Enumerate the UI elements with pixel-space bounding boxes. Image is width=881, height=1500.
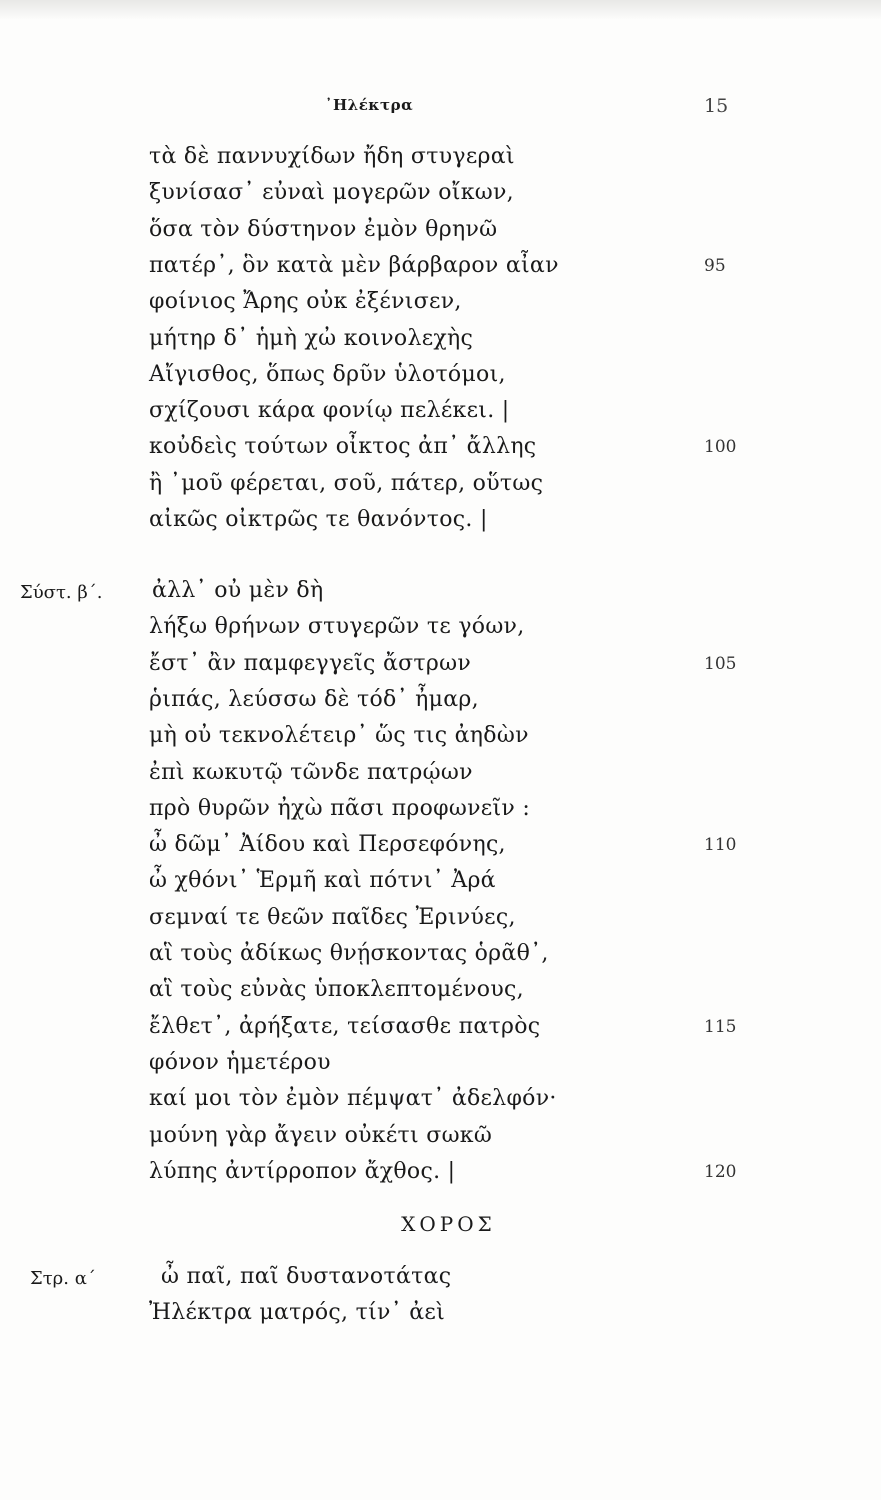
verse-line	[0, 142, 881, 178]
running-title: ᾿Ηλέκτρα	[325, 96, 414, 114]
verse-line-text: σχίζουσι κάρα φονίῳ πελέκει. |	[149, 398, 510, 424]
verse-line	[0, 721, 881, 757]
verse-line-text: ἐπὶ κωκυτῷ τῶνδε πατρῴων	[149, 759, 473, 785]
verse-line	[0, 903, 881, 939]
line-number: 115	[704, 1016, 737, 1037]
verse-line	[0, 1012, 881, 1048]
verse-line	[0, 1121, 881, 1157]
chorus-heading	[0, 1212, 881, 1236]
verse-line-text: ἢ ᾿μοῦ φέρεται, σοῦ, πάτερ, οὕτως	[149, 470, 544, 496]
verse-line-text: ὦ παῖ, παῖ δυστανοτάτας	[161, 1264, 452, 1289]
running-head	[0, 96, 881, 120]
verse-line-text: ἀλλ᾿ οὐ μὲν δὴ	[152, 578, 324, 603]
verse-line-text: λύπης ἀντίρροπον ἄχθος. |	[149, 1158, 456, 1184]
verse-line-text: λήξω θρήνων στυγερῶν τε γόων,	[149, 614, 525, 640]
verse-line	[0, 215, 881, 251]
verse-line-text: καί μοι τὸν ἐμὸν πέμψατ᾿ ἀδελφόν·	[149, 1086, 557, 1112]
verse-line-text: ὦ δῶμ᾿ Ἀίδου καὶ Περσεφόνης,	[149, 832, 506, 858]
verse-line	[0, 505, 881, 541]
verse-line-text: ἔστ᾿ ἂν παμφεγγεῖς ἄστρων	[149, 650, 472, 676]
verse-line-text: ὅσα τὸν δύστηνον ἐμὸν θρηνῶ	[149, 216, 498, 242]
verse-line-text: μὴ οὐ τεκνολέτειρ᾿ ὥς τις ἀηδὼν	[149, 723, 529, 749]
verse-line-text: ῥιπάς, λεύσσω δὲ τόδ᾿ ἦμαρ,	[149, 686, 479, 712]
verse-line	[0, 396, 881, 432]
verse-line	[0, 939, 881, 975]
page-number: 15	[704, 95, 729, 117]
line-number: 110	[704, 835, 737, 856]
verse-line	[0, 432, 881, 468]
verse-line	[0, 1157, 881, 1193]
page-edge-shadow	[0, 0, 881, 20]
chorus-line	[0, 1298, 881, 1334]
verse-line-text: μούνη γὰρ ἄγειν οὐκέτι σωκῶ	[149, 1122, 493, 1148]
verse-line	[0, 830, 881, 866]
verse-line	[0, 975, 881, 1011]
line-number: 95	[704, 255, 726, 276]
verse-line-text: πρὸ θυρῶν ἠχὼ πᾶσι προφωνεῖν :	[149, 795, 531, 821]
verse-line-text: τὰ δὲ παννυχίδων ἤδη στυγεραὶ	[149, 144, 515, 169]
verse-line-text: σεμναί τε θεῶν παῖδες Ἐρινύες,	[149, 904, 516, 930]
chorus-heading-label: ΧΟΡΟΣ	[401, 1212, 496, 1236]
verse-line-text: ἔλθετ᾿, ἀρήξατε, τείσασθε πατρὸς	[149, 1013, 541, 1039]
verse-line-text: πατέρ᾿, ὃν κατὰ μὲν βάρβαρον αἶαν	[149, 252, 559, 278]
verse-line	[0, 324, 881, 360]
verse-line	[0, 794, 881, 830]
verse-line	[0, 576, 881, 612]
line-number: 120	[704, 1161, 737, 1182]
chorus-line	[0, 1262, 881, 1298]
verse-line-text: κοὐδεὶς τούτων οἶκτος ἀπ᾿ ἄλλης	[149, 434, 537, 460]
verse-line-text: αἳ τοὺς εὐνὰς ὑποκλεπτομένους,	[149, 977, 524, 1003]
verse-line-text: ὦ χθόνι᾿ Ἑρμῆ καὶ πότνι᾿ Ἀρά	[149, 868, 496, 894]
verse-line	[0, 360, 881, 396]
verse-line	[0, 866, 881, 902]
verse-line-text: φοίνιος Ἄρης οὐκ ἐξένισεν,	[149, 289, 462, 315]
verse-line-text: αἳ τοὺς ἀδίκως θνῄσκοντας ὁρᾶθ᾿,	[149, 941, 549, 966]
strophe-label: Στρ. α΄	[30, 1268, 96, 1289]
verse-line	[0, 649, 881, 685]
verse-line	[0, 612, 881, 648]
verse-line	[0, 1048, 881, 1084]
verse-line	[0, 251, 881, 287]
verse-line-text: μήτηρ δ᾿ ἡμὴ χὠ κοινολεχὴς	[149, 325, 474, 351]
verse-line-text: αἰκῶς οἰκτρῶς τε θανόντος. |	[149, 507, 488, 532]
verse-line	[0, 287, 881, 323]
systema-label: Σύστ. β΄.	[20, 582, 103, 603]
verse-line	[0, 758, 881, 794]
line-number: 100	[704, 437, 737, 458]
line-number: 105	[704, 653, 737, 674]
verse-line-text: Ἠλέκτρα ματρός, τίν᾿ ἀεὶ	[149, 1300, 446, 1326]
verse-line	[0, 685, 881, 721]
verse-line	[0, 469, 881, 505]
verse-line-text: φόνον ἡμετέρου	[149, 1049, 331, 1075]
verse-line	[0, 178, 881, 214]
verse-line-text: Αἴγισθος, ὅπως δρῦν ὑλοτόμοι,	[149, 361, 506, 387]
verse-line-text: ξυνίσασ᾿ εὐναὶ μογερῶν οἴκων,	[149, 180, 514, 206]
verse-line	[0, 1084, 881, 1120]
